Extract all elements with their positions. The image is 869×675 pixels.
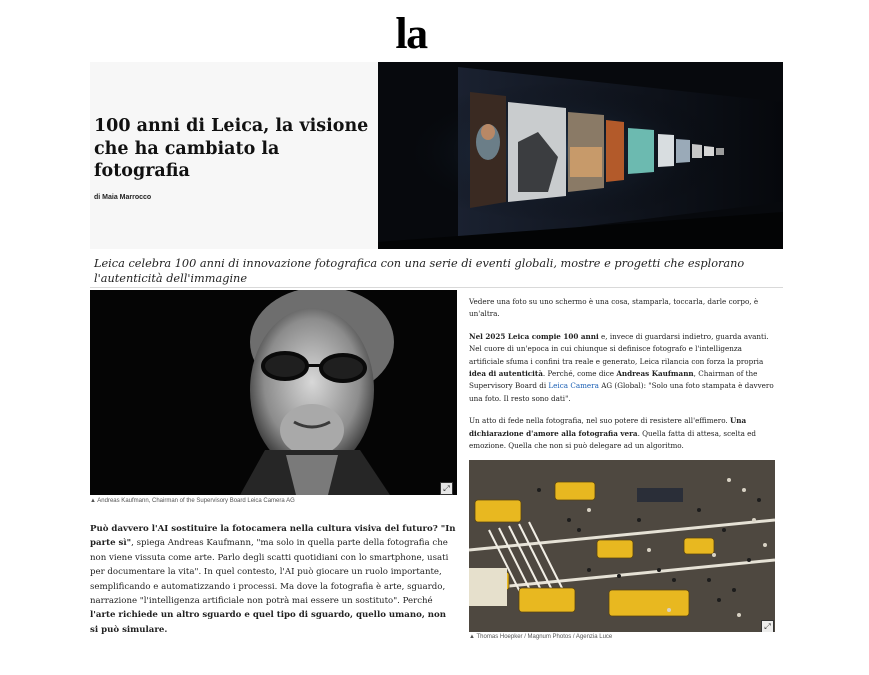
body-paragraph-left: Può davvero l'AI sostituire la fotocamera nella cultura visiva del futuro? "In parte sì", spiega Andreas Kaufmann, "ma solo in quella parte della fotografia che non viene vissuta come arte. Parlo degli scatti quotidiani con lo smartphone, usati per documentare la vita". In quel contesto, l'AI può giocare un ruolo importante, semplificando e automatizzando i processi. Ma dove la fotografia è arte, sguardo, narrazione "l'intelligenza artificiale non potrà mai essere un sostituto". Perché l'arte richiede un altro sguardo e quel tipo di sguardo, quello umano, non si può simulare.	[90, 524, 456, 635]
nyc-photo-caption: ▲ Thomas Hoepker / Magnum Photos / Agenzia Luce	[469, 634, 613, 640]
masthead-logo[interactable]: la	[395, 9, 427, 58]
portrait-caption: ▲ Andreas Kaufmann, Chairman of the Supervisory Board Leica Camera AG	[90, 498, 295, 504]
portrait-photo-kaufmann[interactable]	[90, 290, 457, 495]
article-byline[interactable]: di Maia Marrocco	[94, 194, 152, 201]
nyc-taxi-photo[interactable]	[469, 460, 775, 632]
leica-camera-link[interactable]: Leica Camera	[548, 381, 599, 391]
article-headline: 100 anni di Leica, la visione che ha cambiato la fotografia	[94, 116, 369, 181]
camera-icon: ▲	[469, 634, 475, 640]
section-divider	[90, 287, 783, 288]
body-column-right	[469, 296, 775, 462]
right-paragraph-2: Nel 2025 Leica compie 100 anni e, invece di guardarsi indietro, guarda avanti. Nel cuore di un'epoca in cui chiunque si definisce fotografo e l'intelligenza artificiale sfuma i confini tra reale e generato, Leica rilancia con forza la propria idea di autenticità. Perché, come dice Andreas Kaufmann, Chairman of the Supervisory Board di Leica Camera AG (Global): "Solo una foto stampata è davvero una foto. Il resto sono dati".	[469, 331, 774, 403]
article-subtitle: Leica celebra 100 anni di innovazione fotografica con una serie di eventi globali, mostre e progetti che esplorano l'autenticità dell'immagine	[94, 257, 745, 285]
expand-icon[interactable]: ⤢	[761, 620, 774, 632]
right-paragraph-1: Vedere una foto su uno schermo è una cosa, stamparla, toccarla, darle corpo, è un'altra.	[469, 297, 759, 319]
expand-icon[interactable]: ⤢	[440, 482, 453, 495]
right-paragraph-3: Un atto di fede nella fotografia, nel suo potere di resistere all'effimero. Una dichiarazione d'amore alla fotografia vera. Quella fatta di attesa, scelta ed emozione. Quella che non si può delegare ad un algoritmo.	[469, 416, 757, 451]
camera-icon: ▲	[90, 498, 96, 504]
hero-image-exhibition	[378, 62, 783, 249]
